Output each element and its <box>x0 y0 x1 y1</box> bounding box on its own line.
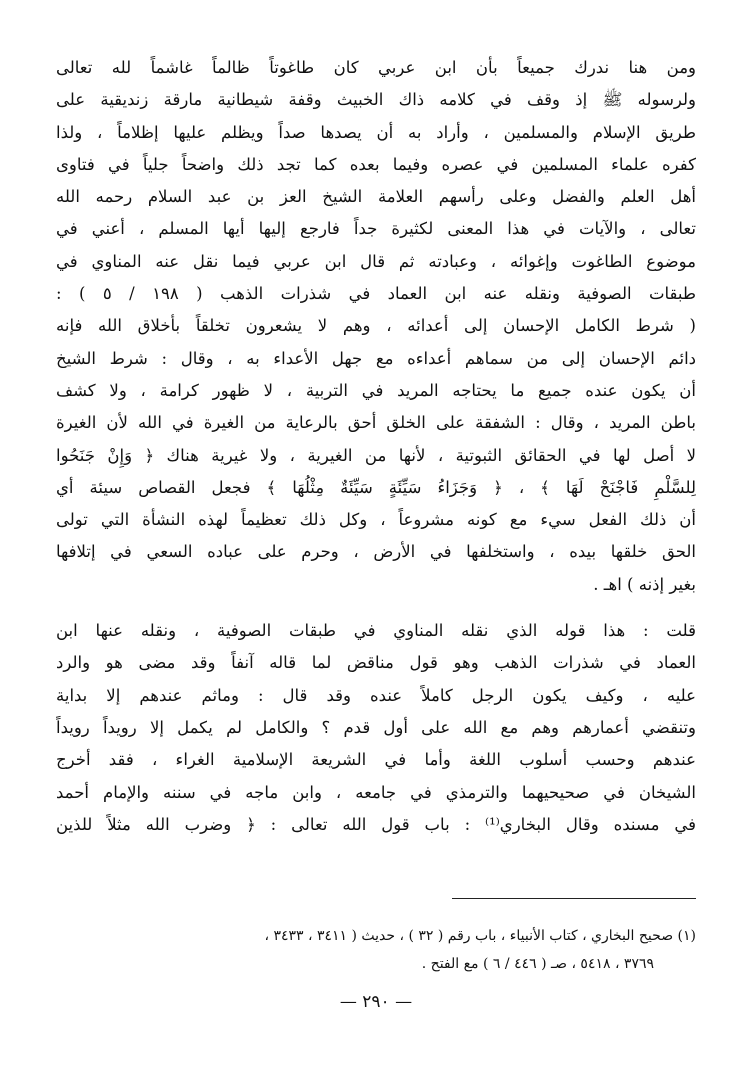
text-line: ولرسوله ﷺ إذ وقف في كلامه ذاك الخبيث وقفة شيطانية مارقة زنديقية على <box>56 90 696 110</box>
text-line: باطن المريد ، وقال : الشفقة على الخلق أحق بالرعاية من الغيرة في الله لأن الغيرة <box>56 413 696 433</box>
quran-verse-line: لِلسَّلْمِ فَاجْنَحْ لَهَا ﴾ ، ﴿ وَجَزَاءُ سَيِّئَةٍ سَيِّئَةٌ مِثْلُهَا ﴾ فجعل القصاص سيئة أي <box>56 477 696 497</box>
text-line: العماد في شذرات الذهب وهو قول مناقض لما قاله آنفاً وقد مضى هو والرد <box>56 653 696 673</box>
text-line: عليه ، وكيف يكون الرجل كاملاً عنده وقد قال : وماثم عندهم إلا بداية <box>56 685 696 705</box>
text-line: بغير إذنه ) اهـ . <box>593 574 696 594</box>
paragraph-1 <box>56 52 696 601</box>
text-line: أن يكون عنده جميع ما يحتاجه المريد في التربية ، لا ظهور كرامة ، ولا كشف <box>56 380 696 400</box>
text-line: الحق خلقها بيده ، واستخلفها في الأرض ، وحرم على عباده السعي في إتلافها <box>56 542 696 562</box>
footnote-line: ٣٧٦٩ ، ٥٤١٨ ، صـ ( ٤٤٦ / ٦ ) مع الفتح . <box>421 956 654 972</box>
text-line: ومن هنا ندرك جميعاً بأن ابن عربي كان طاغوتاً ظالماً غاشماً لله تعالى <box>56 58 696 77</box>
text-line: طبقات الصوفية ونقله عنه ابن العماد في شذرات الذهب ( ١٩٨ / ٥ ) : <box>56 284 696 304</box>
paragraph-2 <box>56 615 696 841</box>
text-line: عندهم وحسب أسلوب اللغة وأما في الشريعة الإسلامية الغراء ، فقد أخرج <box>56 750 696 770</box>
text-line: لا أصل لها في الحقائق الثبوتية ، لأنها من الغيرية ، ولا غيرية هناك ﴿ وَإِنْ جَنَحُوا <box>56 445 696 465</box>
main-text <box>56 52 696 841</box>
page-number: — ٢٩٠ — <box>339 992 413 1012</box>
footnotes <box>56 922 696 978</box>
text-line: موضوع الطاغوت وإغوائه ، وعبادته ثم قال ابن عربي فيما نقل عنه المناوي في <box>56 251 696 271</box>
text-line: أهل العلم والفضل وعلى رأسهم العلامة الشيخ العز بن عبد السلام رحمه الله <box>56 187 696 207</box>
text-line: ( شرط الكامل الإحسان إلى أعدائه ، وهم لا يشعرون تخلقاً بأخلاق الله فإنه <box>56 316 696 336</box>
text-line: في مسنده وقال البخاري⁽¹⁾ : باب قول الله تعالى : ﴿ وضرب الله مثلاً للذين <box>56 814 696 834</box>
footnote-line: (١) صحيح البخاري ، كتاب الأنبياء ، باب رقم ( ٣٢ ) ، حديث ( ٣٤١١ ، ٣٤٣٣ ، <box>264 928 696 944</box>
text-line: كفره علماء المسلمين في عصره وفيما بعده كما تجد ذلك واضحاً جلياً في فتاوى <box>56 154 696 174</box>
text-line: وتنقضي أعمارهم وهم مع الله على أول قدم ؟ والكامل لم يكمل إلا رويداً رويداً <box>56 717 696 737</box>
paragraph-gap <box>56 601 696 615</box>
text-line: الشيخان في صحيحيهما والترمذي في جامعه ، وابن ماجه في سننه والإمام أحمد <box>56 782 696 802</box>
text-line: أن ذلك الفعل سيء مع كونه مشروعاً ، وكل ذلك تعظيماً لهذه النشأة التي تولى <box>56 510 696 530</box>
footnote-separator <box>452 898 696 899</box>
text-line: دائم الإحسان إلى من سماهم أعداءه مع جهل الأعداء به ، وقال : شرط الشيخ <box>56 348 696 368</box>
text-line: قلت : هذا قوله الذي نقله المناوي في طبقات الصوفية ، ونقله عنها ابن <box>56 621 696 641</box>
text-line: طريق الإسلام والمسلمين ، وأراد به أن يصدها صداً ويظلم عليها إظلاماً ، ولذا <box>56 122 696 142</box>
text-line: تعالى ، والآيات في هذا المعنى لكثيرة جداً فارجع إليها أيها المسلم ، أعني في <box>56 219 696 239</box>
